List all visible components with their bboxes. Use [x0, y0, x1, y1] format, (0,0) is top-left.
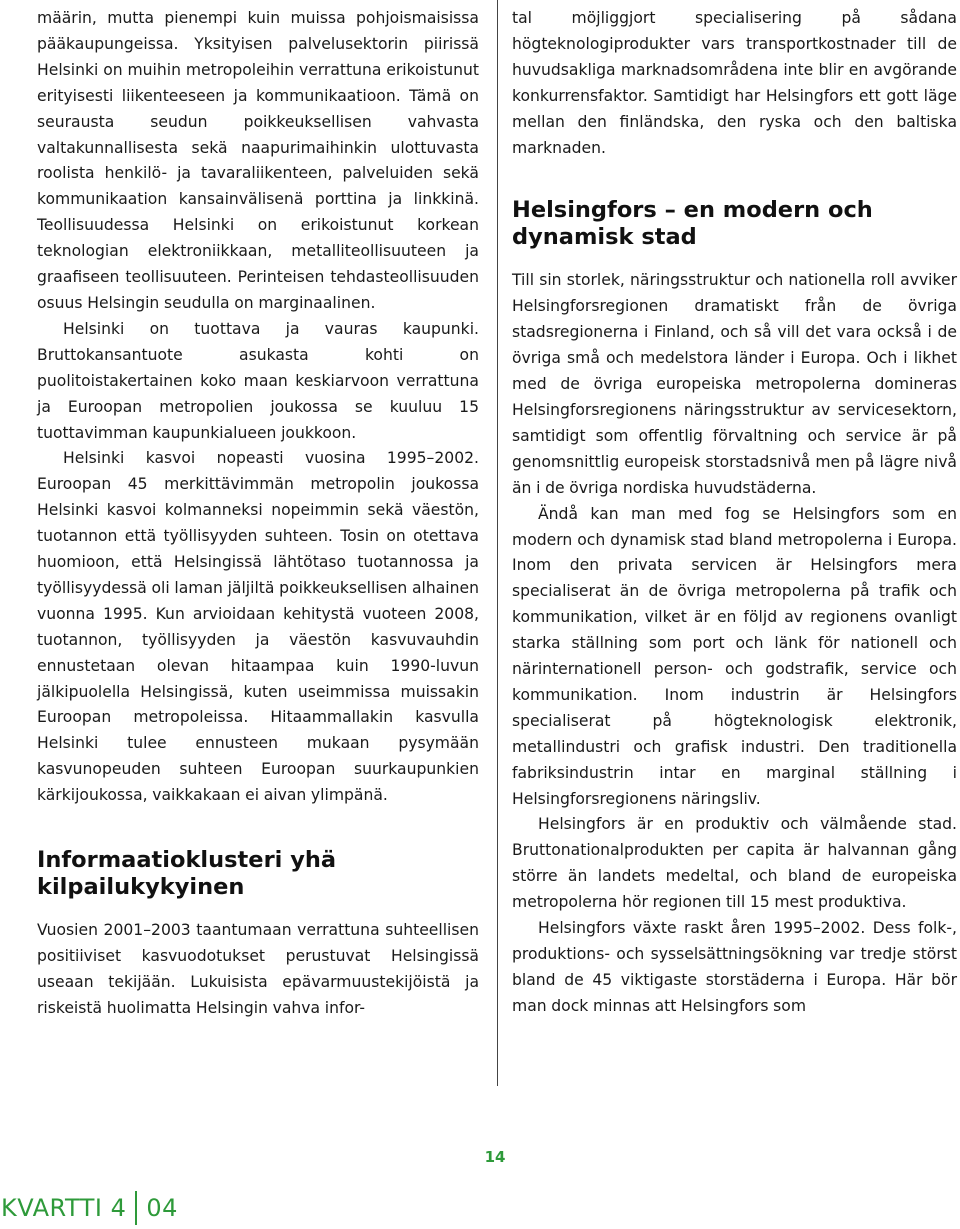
sv-paragraph-3: Ändå kan man med fog se Helsingfors som en modern och dynamisk stad bland metropolerna i Europa. Inom den privata servicen är Helsingfors mera specialiserat än de övriga metropolerna på trafik och kommunikation, vilket är en följd av regionens ovanligt starka ställning som port och länk för nationell och närinternationell person- och godstrafik, service och kommunikation. Inom industrin är Helsingfors specialiserat på högteknologisk elektronik, metallindustri och grafisk industri. Den traditionella fabriksindustrin intar en marginal ställning i Helsingforsregionens näringsliv. [512, 504, 957, 808]
sv-heading-line-1: Helsingfors – en modern och [512, 197, 873, 224]
swedish-column [512, 6, 957, 1020]
footer-brand [1, 1191, 178, 1225]
sv-section-heading [512, 197, 957, 251]
footer-separator [135, 1191, 137, 1225]
fi-paragraph-1: määrin, mutta pienempi kuin muissa pohjoismaisissa pääkaupungeissa. Yksityisen palvelusektorin piirissä Helsinki on muihin metropoleihin verrattuna erikoistunut erityisesti liikenteeseen ja kommunikaatioon. Tämä on seurausta seudun poikkeuksellisen vahvasta valtakunnallisesta sekä naapurimaihinkin ulottuvasta roolista henkilö- ja tavaraliikenteen, palveluiden sekä kommunikaation kansainvälisenä porttina ja linkkinä. Teollisuudessa Helsinki on erikoistunut korkean teknologian elektroniikkaan, metalliteollisuuteen ja graafiseen teollisuuteen. Perinteisen tehdasteollisuuden osuus Helsingin seudulla on marginaalinen. [37, 9, 479, 312]
sv-paragraph-1: tal möjliggjort specialisering på sådana högteknologiprodukter vars transportkostnader till de huvudsakliga marknadsområdena inte blir en avgörande konkurrensfaktor. Samtidigt har Helsingfors ett gott läge mellan den finländska, den ryska och den baltiska marknaden. [512, 9, 957, 157]
fi-paragraph-3: Helsinki kasvoi nopeasti vuosina 1995–2002. Euroopan 45 merkittävimmän metropolin joukossa Helsinki kasvoi kolmanneksi nopeimmin sekä väestön, tuotannon että työllisyyden suhteen. Tosin on otettava huomioon, että Helsingissä lähtötaso tuotannossa ja työllisyydessä oli laman jäljiltä poikkeuksellisen alhainen vuonna 1995. Kun arvioidaan kehitystä vuoteen 2008, tuotannon, työllisyyden ja väestön kasvuvauhdin ennustetaan olevan hitaampaa kuin 1990-luvun jälkipuolella Helsingissä, kuten useimmissa muissakin Euroopan metropoleissa. Hitaammallakin kasvulla Helsinki tulee ennusteen mukaan pysymään kasvunopeuden suhteen Euroopan suurkaupunkien kärkijoukossa, vaikkakaan ei aivan ylimpänä. [37, 449, 479, 805]
page-number: 14 [484, 1148, 506, 1166]
sv-paragraph-2: Till sin storlek, näringsstruktur och nationella roll avviker Helsingforsregionen dramatiskt från de övriga stadsregionerna i Finland, och så vill det vara också i de övriga små och medelstora länder i Europa. Och i likhet med de övriga europeiska metropolerna domineras Helsingforsregionens näringsstruktur av servicesektorn, samtidigt som offentlig förvaltning och service är på genomsnittlig europeisk storstadsnivå men på lägre nivå än i de övriga nordiska huvudstäderna. [512, 271, 957, 497]
fi-paragraph-4: Vuosien 2001–2003 taantumaan verrattuna suhteellisen positiiviset kasvuodotukset perustuvat Helsingissä useaan tekijään. Lukuisista epävarmuustekijöistä ja riskeistä huolimatta Helsingin vahva infor- [37, 921, 479, 1017]
sv-heading-line-2: dynamisk stad [512, 224, 697, 251]
fi-paragraph-2: Helsinki on tuottava ja vauras kaupunki. Bruttokansantuote asukasta kohti on puolitoistakertainen koko maan keskiarvoon verrattuna ja Euroopan metropolien joukossa se kuuluu 15 tuottavimman kaupunkialueen joukkoon. [37, 319, 479, 442]
publication-year: 04 [146, 1194, 178, 1222]
column-divider [497, 0, 498, 1086]
publication-name: KVARTTI 4 [1, 1194, 127, 1222]
sv-paragraph-5: Helsingfors växte raskt åren 1995–2002. Dess folk-, produktions- och sysselsättningsökning var tredje störst bland de 45 viktigaste storstäderna i Europa. Här bör man dock minnas att Helsingfors som [512, 919, 957, 1015]
fi-section-heading: Informaatioklusteri yhä kilpailukykyinen [37, 847, 337, 901]
sv-paragraph-4: Helsingfors är en produktiv och välmående stad. Bruttonationalprodukten per capita är halvannan gång större än landets medeltal, och bland de europeiska metropolerna hör regionen till 15 mest produktiva. [512, 815, 957, 912]
finnish-column [37, 6, 479, 1022]
